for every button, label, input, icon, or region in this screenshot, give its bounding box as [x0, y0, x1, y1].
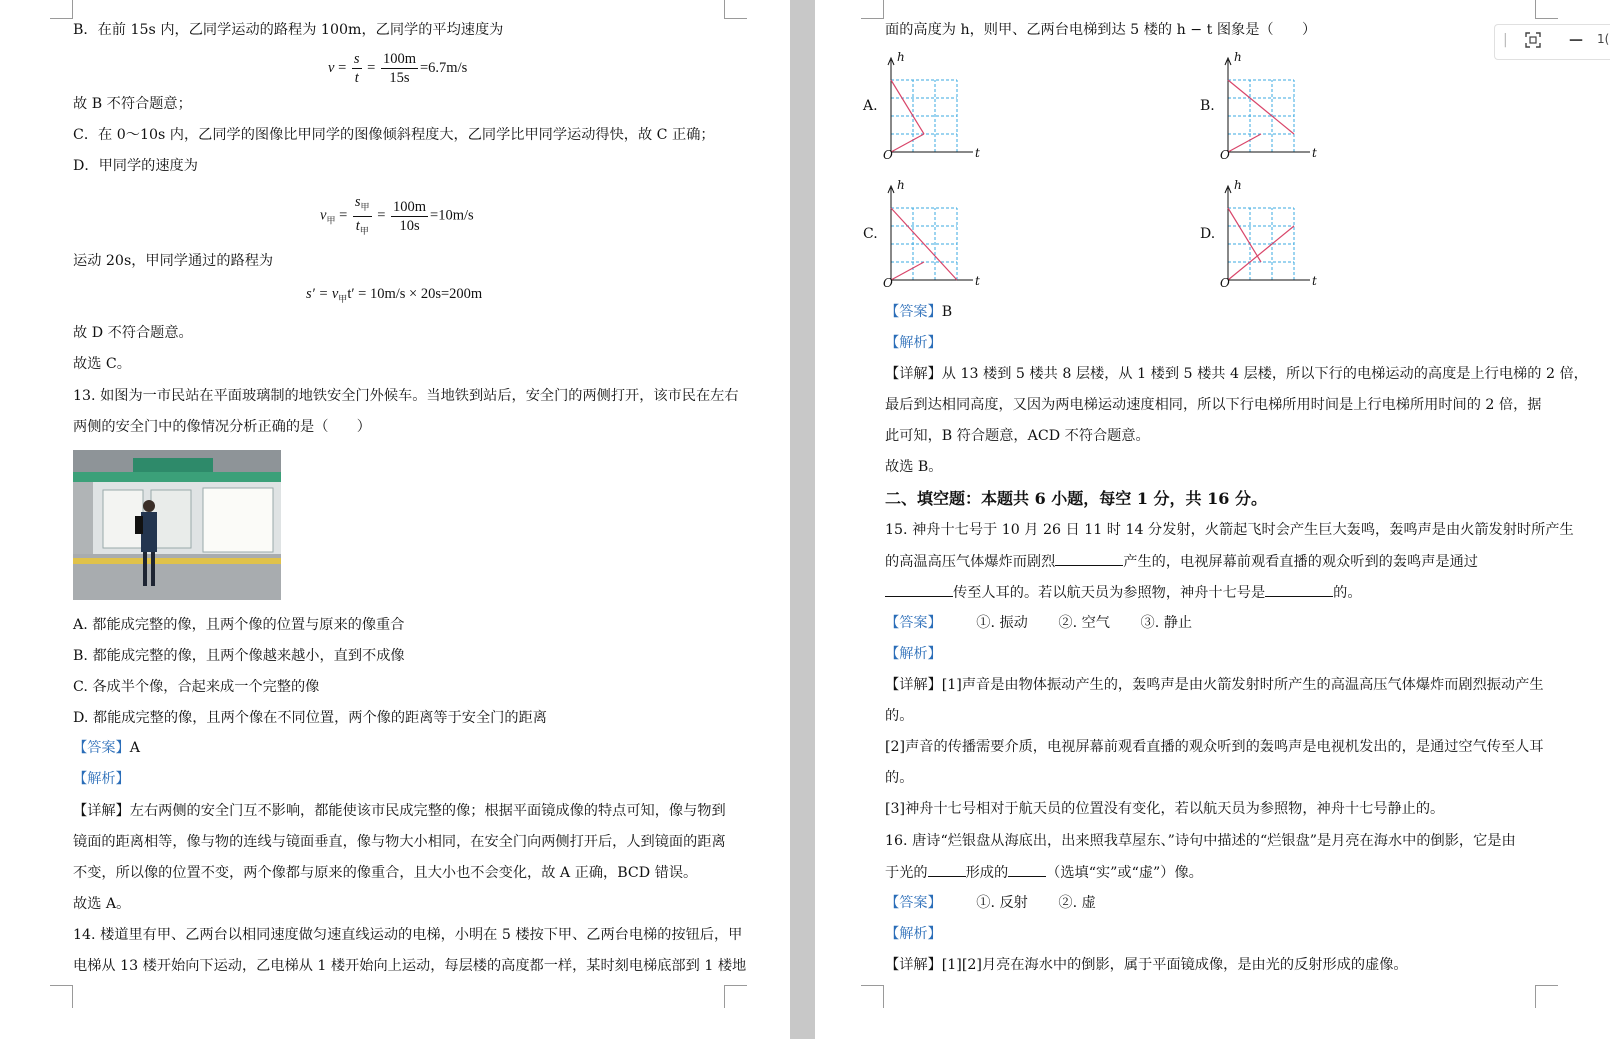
left-text-line: 电梯从 13 楼开始向下运动，乙电梯从 1 楼开始向上运动，每层楼的高度都一样，某时刻电梯底部到 1 楼地 — [73, 958, 747, 974]
crop-mark — [861, 0, 884, 19]
analysis-14-line: 【详解】从 13 楼到 5 楼共 8 层楼，从 1 楼到 5 楼共 4 层楼，所以下行的电梯运动的高度是上行电梯的 2 倍， — [885, 366, 1588, 382]
left-text-line: C．在 0～10s 内，乙同学的图像比甲同学的图像倾斜程度大，乙同学比甲同学运动得快，故 C 正确； — [73, 127, 715, 143]
answer-label-13: 【答案】A — [73, 740, 141, 756]
left-text-line: 故选 A。 — [73, 896, 131, 912]
graph-origin: O — [883, 148, 893, 162]
section-2-heading: 二、填空题：本题共 6 小题，每空 1 分，共 16 分。 — [885, 489, 1267, 508]
graph-option-label: C. — [863, 226, 878, 242]
equation-jia-speed: $v_甲$ = $\frac{s_甲}{t_甲}$ = $\frac{100m}{10s}$ =10m/s — [320, 194, 474, 236]
left-text-line: 两侧的安全门中的像情况分析正确的是（ ） — [73, 419, 371, 435]
graph-axis-t: t — [975, 146, 980, 160]
graph-origin: O — [1220, 276, 1230, 290]
graph-axis-h: h — [897, 178, 905, 192]
left-text-line: 故 B 不符合题意； — [73, 96, 192, 112]
question-15: 15. 神舟十七号于 10 月 26 日 11 时 14 分发射，火箭起飞时会产生巨大轰鸣，轰鸣声是由火箭发射时所产生 — [885, 522, 1574, 538]
analysis-15-line: [2]声音的传播需要介质，电视屏幕前观看直播的观众听到的轰鸣声是电视机发出的，是通过空气传至人耳 — [885, 739, 1544, 755]
crop-mark — [724, 985, 747, 1008]
crop-mark — [861, 985, 884, 1008]
left-text-line: 镜面的距离相等，像与物的连线与镜面垂直，像与物大小相同，在安全门向两侧打开后，人到镜面的距离 — [73, 834, 726, 850]
analysis-14-line: 最后到达相同高度，又因为两电梯运动速度相同，所以下行电梯所用时间是上行电梯所用时间的 2 倍，据 — [885, 397, 1542, 413]
answer-label-14: 【答案】B — [885, 304, 953, 320]
left-text-line: 14. 楼道里有甲、乙两台以相同速度做匀速直线运动的电梯，小明在 5 楼按下甲、乙两台电梯的按钮后，甲 — [73, 927, 743, 943]
analysis-14-line: 故选 B。 — [885, 459, 943, 475]
graph-axis-h: h — [1234, 178, 1242, 192]
analysis-15-line: 的。 — [885, 770, 914, 786]
question-16-line2: 于光的 形成的 （选填“实”或“虚”）像。 — [885, 862, 1203, 883]
fit-screen-icon[interactable] — [1525, 32, 1541, 52]
left-text-line: B. 都能成完整的像，且两个像越来越小，直到不成像 — [73, 648, 405, 664]
crop-mark — [50, 0, 73, 19]
graph-axis-h: h — [897, 50, 905, 64]
equation-distance: $s' = v_甲t' = 10m/s \times 20s=200m$ — [306, 286, 483, 304]
analysis-label-16: 【解析】 — [885, 926, 942, 942]
graph-option-label: A. — [863, 98, 878, 114]
ht-graph-option — [1200, 50, 1317, 176]
analysis-label-14: 【解析】 — [885, 335, 942, 351]
view-toolbar: | — 1( — [1494, 24, 1610, 60]
ht-graph-option — [863, 178, 980, 304]
graph-origin: O — [883, 276, 893, 290]
ht-graph-option — [863, 50, 980, 176]
left-text-line: 故 D 不符合题意。 — [73, 325, 193, 341]
analysis-label-13: 【解析】 — [73, 771, 130, 787]
analysis-15-line: 的。 — [885, 708, 914, 724]
page-gutter — [790, 0, 815, 1039]
left-text-line: C. 各成半个像，合起来成一个完整的像 — [73, 679, 320, 695]
question-15-line2: 的高温高压气体爆炸而剧烈 产生的，电视屏幕前观看直播的观众听到的轰鸣声是通过 — [885, 551, 1478, 572]
minus-icon[interactable]: — — [1569, 32, 1583, 48]
graph-option-label: D. — [1200, 226, 1216, 242]
analysis-15-line: 【详解】[1]声音是由物体振动产生的，轰鸣声是由火箭发射时所产生的高温高压气体爆炸而剧烈振动产生 — [885, 677, 1544, 693]
question-14-continued: 面的高度为 h，则甲、乙两台电梯到达 5 楼的 h − t 图象是（ ） — [885, 22, 1317, 38]
answer-15: 【答案】 ①. 振动 ②. 空气 ③. 静止 — [885, 615, 1193, 631]
graph-option-label: B. — [1200, 98, 1215, 114]
document-page-left — [0, 0, 790, 1039]
question-15-line3: 传至人耳的。若以航天员为参照物，神舟十七号是 的。 — [885, 582, 1362, 603]
graph-axis-h: h — [1234, 50, 1242, 64]
graph-axis-t: t — [975, 274, 980, 288]
left-text-line: D. 都能成完整的像，且两个像在不同位置，两个像的距离等于安全门的距离 — [73, 710, 547, 726]
left-text-line: 13. 如图为一市民站在平面玻璃制的地铁安全门外候车。当地铁到站后，安全门的两侧打开，该市民在左右 — [73, 388, 739, 404]
left-text-line: 不变，所以像的位置不变，两个像都与原来的像重合，且大小也不会变化，故 A 正确，BCD 错误。 — [73, 865, 698, 881]
analysis-15-line: [3]神舟十七号相对于航天员的位置没有变化，若以航天员为参照物，神舟十七号静止的。 — [885, 801, 1445, 817]
left-text-line: D．甲同学的速度为 — [73, 158, 198, 174]
left-text-line: 【详解】左右两侧的安全门互不影响，都能使该市民成完整的像；根据平面镜成像的特点可知，像与物到 — [73, 803, 726, 819]
left-text-line: 故选 C。 — [73, 356, 131, 372]
left-text-line: 运动 20s，甲同学通过的路程为 — [73, 253, 274, 269]
analysis-14-line: 此可知，B 符合题意，ACD 不符合题意。 — [885, 428, 1150, 444]
analysis-16-detail: 【详解】[1][2]月亮在海水中的倒影，属于平面镜成像，是由光的反射形成的虚像。 — [885, 957, 1408, 973]
left-text-line: B．在前 15s 内，乙同学运动的路程为 100m，乙同学的平均速度为 — [73, 22, 504, 38]
document-page-right — [815, 0, 1610, 1039]
subway-platform-photo — [73, 450, 281, 600]
equation-average-speed: v = $\frac{s}{t}$ = $\frac{100m}{15s}$ =6.7m/s — [328, 51, 468, 86]
left-text-line: A. 都能成完整的像，且两个像的位置与原来的像重合 — [73, 617, 405, 633]
graph-axis-t: t — [1312, 274, 1317, 288]
ht-graph-option — [1200, 178, 1317, 304]
crop-mark — [724, 0, 747, 19]
crop-mark — [1535, 985, 1558, 1008]
analysis-label-15: 【解析】 — [885, 646, 942, 662]
crop-mark — [1535, 0, 1558, 19]
question-16: 16. 唐诗“烂银盘从海底出，出来照我草屋东、”诗句中描述的“烂银盘”是月亮在海水中的倒影，它是由 — [885, 833, 1516, 849]
zoom-level: 1( — [1597, 32, 1610, 46]
graph-origin: O — [1220, 148, 1230, 162]
crop-mark — [50, 985, 73, 1008]
graph-axis-t: t — [1312, 146, 1317, 160]
answer-16: 【答案】 ①. 反射 ②. 虚 — [885, 895, 1096, 911]
